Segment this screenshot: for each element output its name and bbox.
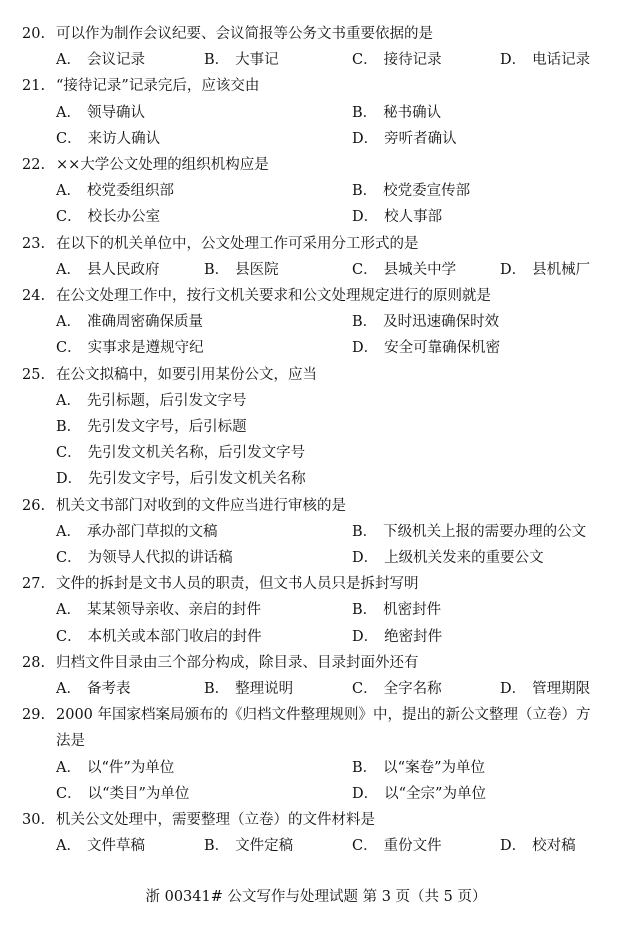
option-text: 来访人确认 — [87, 130, 161, 147]
question-stem — [22, 155, 269, 175]
option-text: 文件草稿 — [86, 838, 145, 855]
answer-option — [56, 784, 189, 804]
option-text: 校长办公室 — [87, 209, 161, 226]
option-text: 重份文件 — [383, 838, 442, 855]
question-stem — [22, 24, 433, 44]
option-text: 校党委组织部 — [86, 183, 174, 200]
option-letter: D． — [500, 681, 527, 697]
option-text: 校党委宣传部 — [383, 183, 471, 200]
answer-option — [56, 50, 145, 70]
question-stem — [22, 574, 419, 594]
answer-option — [56, 207, 160, 227]
answer-option — [352, 260, 456, 280]
answer-option — [56, 312, 203, 332]
answer-option — [56, 260, 159, 280]
option-text: 秘书确认 — [383, 104, 442, 121]
question-number: 27. — [22, 576, 46, 593]
answer-option — [352, 338, 500, 358]
answer-option — [56, 181, 174, 201]
option-letter: B． — [204, 261, 230, 278]
option-text: 以“案卷”为单位 — [383, 759, 485, 776]
option-letter: C． — [56, 785, 82, 802]
option-text: 本机关或本部门收启的封件 — [87, 628, 262, 645]
question-stem — [22, 810, 375, 830]
answer-option — [500, 260, 590, 280]
answer-option — [352, 50, 442, 70]
option-text: 实事求是遵规守纪 — [87, 340, 204, 357]
option-letter: B． — [204, 838, 230, 855]
answer-option — [500, 679, 590, 699]
answer-option — [352, 836, 442, 856]
option-letter: A． — [56, 602, 81, 619]
option-letter: D． — [352, 785, 379, 802]
answer-option — [56, 103, 145, 123]
question-number: 21. — [22, 78, 46, 95]
question-stem — [22, 705, 591, 725]
option-text: 及时迅速确保时效 — [383, 314, 500, 331]
question-text: 文件的拆封是文书人员的职责，但文书人员只是拆封写明 — [56, 576, 419, 593]
question-text: 在以下的机关单位中，公文处理工作可采用分工形式的是 — [56, 235, 419, 252]
question-number: 20. — [22, 26, 46, 42]
answer-option — [56, 627, 262, 647]
question-number: 23. — [22, 235, 46, 252]
option-text: 校对稿 — [532, 838, 576, 855]
answer-option — [352, 207, 442, 227]
question-text: 在公文拟稿中，如要引用某份公文，应当 — [56, 366, 317, 383]
option-letter: D． — [352, 550, 379, 566]
answer-option — [56, 836, 145, 856]
option-text: 旁听者确认 — [384, 130, 457, 147]
answer-option — [56, 443, 305, 463]
option-letter: A． — [56, 681, 81, 697]
answer-option — [352, 129, 457, 149]
option-text: 领导确认 — [86, 104, 145, 121]
option-letter: B． — [352, 602, 378, 619]
answer-option — [352, 758, 485, 778]
option-text: 文件定稿 — [235, 838, 294, 855]
option-letter: C． — [56, 130, 82, 147]
option-letter: C． — [352, 261, 378, 278]
question-text: 机关公文处理中，需要整理（立卷）的文件材料是 — [56, 812, 375, 828]
answer-option — [352, 600, 441, 620]
option-letter: D． — [500, 838, 527, 855]
page-footer: 浙 00341# 公文写作与处理试题 第 3 页（共 5 页） — [145, 889, 487, 905]
question-text-continued: 法是 — [56, 733, 85, 750]
option-letter: D． — [352, 628, 379, 645]
option-letter: C． — [352, 681, 378, 697]
question-text: 在公文处理工作中，按行文机关要求和公文处理规定进行的原则就是 — [56, 288, 491, 304]
answer-option — [56, 417, 247, 437]
option-letter: D． — [500, 261, 527, 278]
question-text: 机关文书部门对收到的文件应当进行审核的是 — [56, 497, 346, 514]
option-letter: B． — [204, 681, 230, 697]
option-text: 管理期限 — [532, 681, 591, 697]
option-text: 县人民政府 — [86, 261, 160, 278]
question-stem — [22, 653, 419, 673]
option-text: 机密封件 — [383, 602, 442, 619]
answer-option — [56, 469, 306, 489]
option-letter: A． — [56, 261, 81, 278]
answer-option — [56, 548, 233, 568]
option-letter: A． — [56, 392, 81, 409]
option-letter: B． — [352, 759, 378, 776]
question-number: 22. — [22, 157, 46, 173]
option-text: 先引发文机关名称，后引发文字号 — [87, 445, 306, 462]
option-letter: A． — [56, 314, 81, 331]
option-text: 备考表 — [86, 681, 131, 697]
option-letter: D． — [352, 340, 379, 357]
answer-option — [352, 548, 544, 568]
option-letter: D． — [500, 52, 527, 69]
option-letter: B． — [204, 52, 230, 69]
question-number: 25. — [22, 366, 46, 383]
option-text: 先引发文字号，后引发文机关名称 — [88, 471, 306, 488]
question-stem — [22, 365, 317, 385]
question-text: 2000 年国家档案局颁布的《归档文件整理规则》中，提出的新公文整理（立卷）方 — [56, 707, 591, 724]
option-letter: A． — [56, 759, 81, 776]
answer-option — [56, 129, 160, 149]
question-number: 28. — [22, 654, 46, 671]
question-text: 归档文件目录由三个部分构成，除目录、目录封面外还有 — [56, 654, 419, 671]
answer-option — [204, 679, 293, 699]
option-text: 以“全宗”为单位 — [384, 785, 486, 802]
answer-option — [352, 679, 442, 699]
option-letter: C． — [352, 838, 378, 855]
option-text: 先引标题，后引发文字号 — [86, 392, 247, 409]
option-letter: C． — [56, 550, 82, 566]
answer-option — [204, 836, 293, 856]
option-text: 大事记 — [235, 52, 279, 69]
question-text: ××大学公文处理的组织机构应是 — [56, 157, 269, 173]
option-text: 上级机关发来的重要公文 — [384, 550, 544, 566]
answer-option — [352, 627, 442, 647]
question-number: 29. — [22, 707, 46, 724]
option-text: 接待记录 — [383, 52, 442, 69]
question-stem — [22, 286, 491, 306]
answer-option — [56, 679, 130, 699]
answer-option — [56, 758, 174, 778]
option-letter: C． — [56, 445, 82, 462]
answer-option — [56, 600, 261, 620]
option-letter: B． — [352, 104, 378, 121]
answer-option — [352, 784, 486, 804]
option-letter: D． — [352, 130, 379, 147]
option-text: 电话记录 — [532, 52, 591, 69]
option-letter: B． — [352, 314, 378, 331]
option-text: 下级机关上报的需要办理的公文 — [383, 523, 587, 540]
answer-option — [500, 836, 576, 856]
option-text: 承办部门草拟的文稿 — [86, 523, 218, 540]
answer-option — [204, 260, 279, 280]
question-number: 30. — [22, 812, 46, 828]
option-text: 某某领导亲收、亲启的封件 — [86, 602, 261, 619]
answer-option — [352, 181, 470, 201]
option-text: 校人事部 — [384, 209, 443, 226]
option-letter: D． — [352, 209, 379, 226]
option-text: 以“件”为单位 — [86, 759, 175, 776]
answer-option — [352, 312, 499, 332]
question-stem — [22, 234, 419, 254]
answer-option — [56, 522, 217, 542]
option-letter: C． — [56, 628, 82, 645]
option-text: 全字名称 — [383, 681, 442, 697]
option-letter: A． — [56, 183, 81, 200]
option-text: 为领导人代拟的讲话稿 — [87, 550, 233, 566]
option-text: 先引发文字号，后引标题 — [87, 419, 247, 435]
question-number: 26. — [22, 497, 46, 514]
option-text: 绝密封件 — [384, 628, 443, 645]
option-letter: B． — [352, 183, 378, 200]
question-stem — [22, 496, 346, 516]
answer-option — [204, 50, 279, 70]
option-letter: D． — [56, 471, 83, 488]
option-text: 县医院 — [235, 261, 279, 278]
option-text: 整理说明 — [235, 681, 294, 697]
option-letter: C． — [56, 340, 82, 357]
question-stem — [22, 76, 259, 96]
answer-option — [352, 522, 586, 542]
option-letter: A． — [56, 52, 81, 69]
answer-option — [500, 50, 590, 70]
option-letter: A． — [56, 838, 81, 855]
option-text: 以“类目”为单位 — [87, 785, 190, 802]
answer-option — [56, 391, 246, 411]
option-letter: A． — [56, 104, 81, 121]
option-letter: C． — [56, 209, 82, 226]
option-text: 县城关中学 — [383, 261, 457, 278]
option-letter: A． — [56, 523, 81, 540]
question-number: 24. — [22, 288, 46, 304]
option-letter: B． — [352, 523, 378, 540]
question-text: “接待记录”记录完后，应该交由 — [56, 78, 260, 95]
option-letter: C． — [352, 52, 378, 69]
option-text: 安全可靠确保机密 — [384, 340, 501, 357]
option-text: 县机械厂 — [532, 261, 591, 278]
option-text: 准确周密确保质量 — [86, 314, 203, 331]
answer-option — [352, 103, 441, 123]
option-letter: B． — [56, 419, 82, 435]
question-text: 可以作为制作会议纪要、会议简报等公务文书重要依据的是 — [56, 26, 433, 42]
answer-option — [56, 338, 204, 358]
option-text: 会议记录 — [86, 52, 145, 69]
